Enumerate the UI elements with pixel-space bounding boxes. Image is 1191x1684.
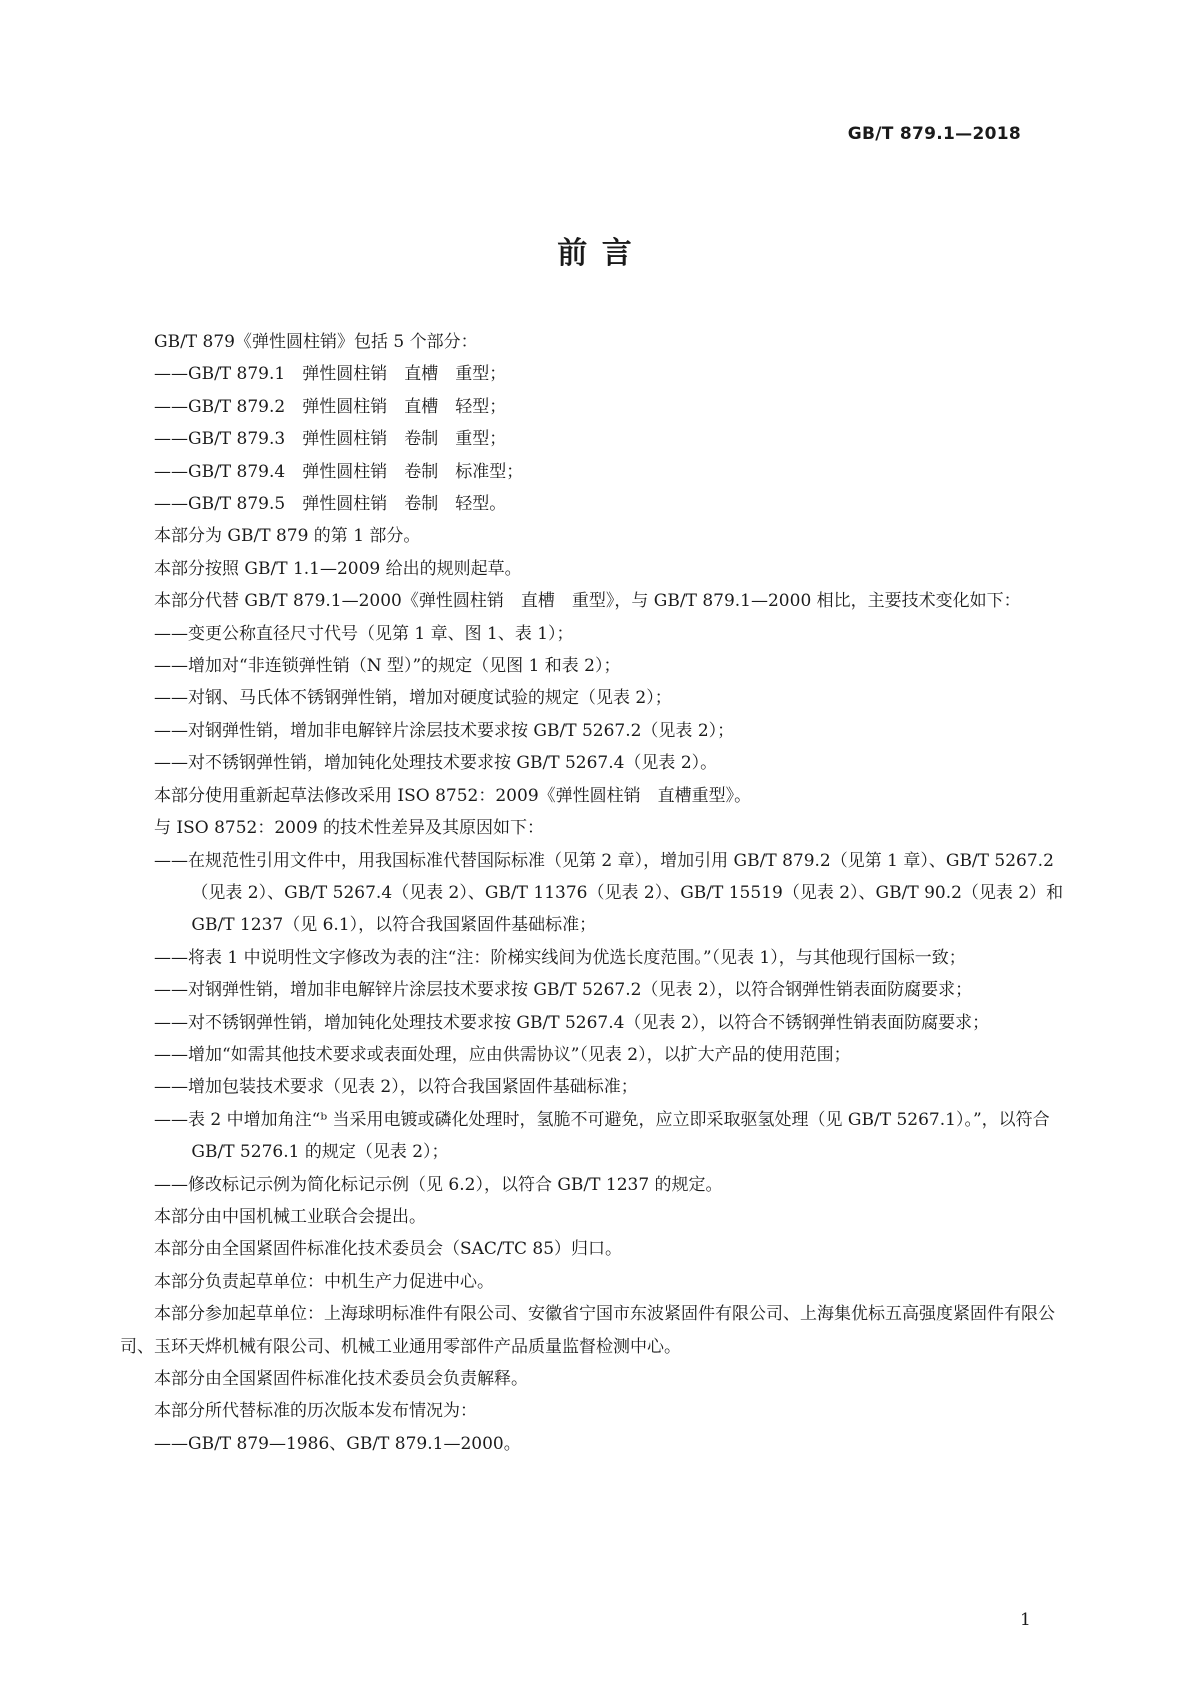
document-body <box>120 326 1065 1460</box>
paragraph: 本部分由全国紧固件标准化技术委员会负责解释。 <box>154 1369 528 1389</box>
paragraph: 本部分由全国紧固件标准化技术委员会（SAC/TC 85）归口。 <box>154 1239 623 1260</box>
paragraph: 本部分使用重新起草法修改采用 ISO 8752：2009《弹性圆柱销 直槽重型》。 <box>154 785 752 806</box>
dash-item: ——对钢弹性销，增加非电解锌片涂层技术要求按 GB/T 5267.2（见表 2），以符合钢弹性销表面防腐要求； <box>154 980 973 1001</box>
dash-item: ——表 2 中增加角注“ᵇ 当采用电镀或磷化处理时，氢脆不可避免，应立即采取驱氢处理（见 GB/T 5267.1）。”，以符合 GB/T 5276.1 的规定（见表 2）； <box>154 1109 1050 1163</box>
dash-item: ——GB/T 879.1 弹性圆柱销 直槽 重型； <box>154 364 507 385</box>
paragraph: 本部分代替 GB/T 879.1—2000《弹性圆柱销 直槽 重型》，与 GB/T 879.1—2000 相比，主要技术变化如下： <box>154 591 1021 612</box>
paragraph: 本部分负责起草单位：中机生产力促进中心。 <box>154 1271 494 1292</box>
dash-item: ——将表 1 中说明性文字修改为表的注“注：阶梯实线间为优选长度范围。”（见表 1），与其他现行国标一致； <box>154 947 966 968</box>
paragraph: 本部分参加起草单位：上海球明标准件有限公司、安徽省宁国市东波紧固件有限公司、上海集优标五高强度紧固件有限公司、玉环天烨机械有限公司、机械工业通用零部件产品质量监督检测中心。 <box>120 1304 1055 1357</box>
dash-item: ——变更公称直径尺寸代号（见第 1 章、图 1、表 1）； <box>154 623 574 644</box>
dash-item: ——GB/T 879—1986、GB/T 879.1—2000。 <box>154 1433 521 1454</box>
page-title: 前 言 <box>557 236 634 271</box>
dash-item: ——对不锈钢弹性销，增加钝化处理技术要求按 GB/T 5267.4（见表 2），以符合不锈钢弹性销表面防腐要求； <box>154 1012 990 1033</box>
dash-item: ——GB/T 879.4 弹性圆柱销 卷制 标准型； <box>154 461 524 482</box>
paragraph: 本部分所代替标准的历次版本发布情况为： <box>154 1401 477 1422</box>
paragraph: GB/T 879《弹性圆柱销》包括 5 个部分： <box>154 332 478 352</box>
dash-item: ——在规范性引用文件中，用我国标准代替国际标准（见第 2 章），增加引用 GB/T 879.2（见第 1 章）、GB/T 5267.2（见表 2）、GB/T 5267.4（见表 2）、GB/T 11376（见表 2）、GB/T 15519（见表 2）、GB/T 90.2（见表 2）和 GB/T 1237（见 6.1），以符合我国紧固件基础标准； <box>154 850 1064 936</box>
paragraph: 本部分按照 GB/T 1.1—2009 给出的规则起草。 <box>154 558 522 579</box>
standard-code: GB/T 879.1—2018 <box>847 124 1021 144</box>
dash-item: ——GB/T 879.5 弹性圆柱销 卷制 轻型。 <box>154 494 507 515</box>
dash-item: ——增加“如需其他技术要求或表面处理，应由供需协议”（见表 2），以扩大产品的使用范围； <box>154 1044 851 1065</box>
dash-item: ——修改标记示例为简化标记示例（见 6.2），以符合 GB/T 1237 的规定。 <box>154 1174 723 1195</box>
dash-item: ——对钢弹性销，增加非电解锌片涂层技术要求按 GB/T 5267.2（见表 2）； <box>154 720 735 741</box>
dash-item: ——增加对“非连锁弹性销（N 型）”的规定（见图 1 和表 2）； <box>154 656 621 677</box>
paragraph: 本部分由中国机械工业联合会提出。 <box>154 1206 426 1227</box>
dash-item: ——GB/T 879.3 弹性圆柱销 卷制 重型； <box>154 429 507 450</box>
paragraph: 与 ISO 8752：2009 的技术性差异及其原因如下： <box>154 818 545 839</box>
dash-item: ——对钢、马氏体不锈钢弹性销，增加对硬度试验的规定（见表 2）； <box>154 688 672 709</box>
dash-item: ——对不锈钢弹性销，增加钝化处理技术要求按 GB/T 5267.4（见表 2）。 <box>154 753 718 774</box>
dash-item: ——增加包装技术要求（见表 2），以符合我国紧固件基础标准； <box>154 1077 638 1098</box>
paragraph: 本部分为 GB/T 879 的第 1 部分。 <box>154 526 421 547</box>
dash-item: ——GB/T 879.2 弹性圆柱销 直槽 轻型； <box>154 396 507 417</box>
page-number: 1 <box>1020 1610 1031 1630</box>
